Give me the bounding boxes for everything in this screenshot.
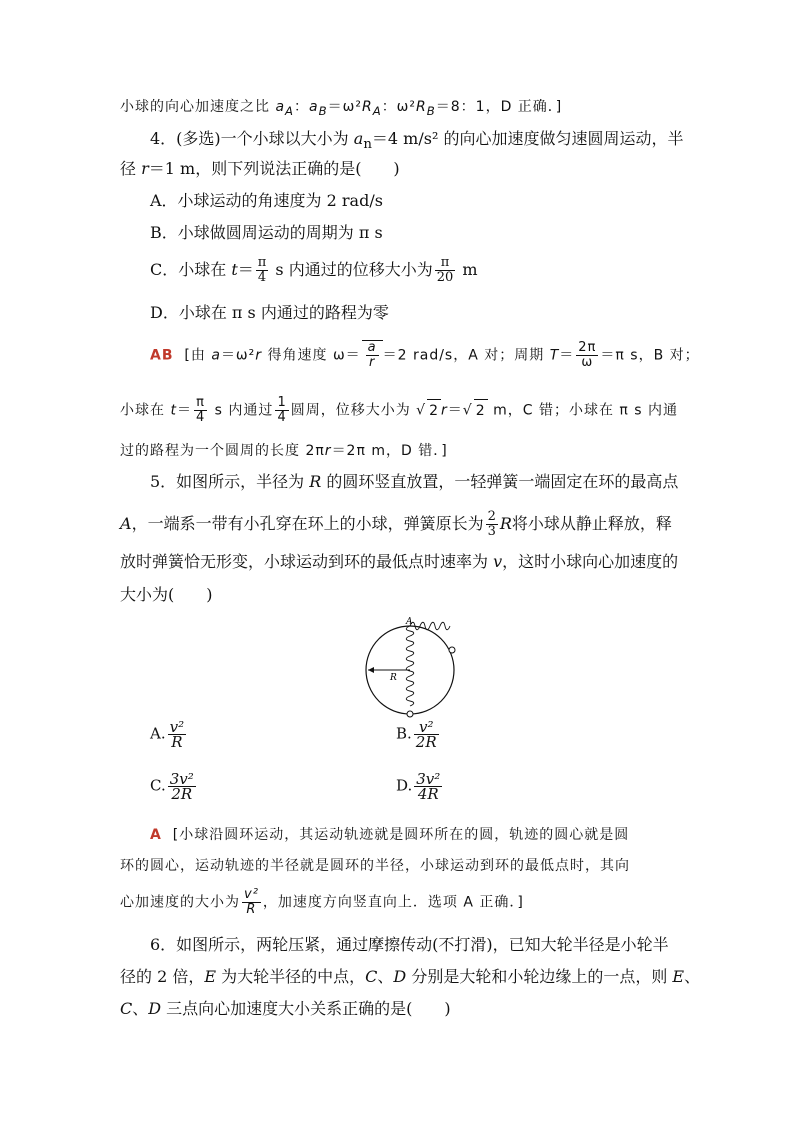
- ball-bottom: [407, 711, 413, 717]
- vertical-spring: [406, 626, 414, 706]
- radius-arrowhead: [368, 667, 374, 673]
- q5-explanation-line2: 环的圆心，运动轨迹的半径就是圆环的半径，小球运动到环的最低点时，其向: [120, 858, 630, 874]
- q4-stem-line1: 4．(多选)一个小球以大小为 $a_n=4$ m/s² 的向心加速度做匀速圆周运动，半: [150, 129, 684, 153]
- q4-explanation-line3: 过的路程为一个圆周的长度 2πr＝2π m，D 错．]: [120, 443, 448, 459]
- q5-stem-line3: 放时弹簧恰无形变，小球运动到环的最低点时速率为 v，这时小球向心加速度的: [120, 552, 679, 571]
- q6-stem-line1: 6．如图所示，两轮压紧，通过摩擦传动(不打滑)，已知大轮半径是小轮半: [150, 935, 669, 954]
- ball-on-ring: [449, 647, 455, 653]
- q5-stem-line4: 大小为( ): [120, 585, 213, 604]
- q5-option-d[interactable]: D. $\frac{\text{3v²}}{4R}$: [396, 770, 441, 803]
- q4-explanation-line2: 小球在 t＝ $\frac{\pi}{4}$ s 内通过 $\frac{1}{4}$ 圆周，位移大小为 √ 2 r＝√ 2 m，C 错；小球在 π s 内通: [120, 395, 679, 425]
- q4-stem-line2: 径 r＝1 m，则下列说法正确的是( ): [120, 159, 400, 178]
- q4-option-c[interactable]: C．小球在 t＝ $\frac{\pi}{4}$ s 内通过的位移大小为 $\frac{\pi}{20}$ m: [150, 255, 478, 285]
- q5-stem-line2: A，一端系一带有小孔穿在环上的小球，弹簧原长为 $\frac{2}{3}$ R将小球从静止释放，释: [120, 509, 672, 539]
- q5-option-c[interactable]: C. $\frac{\text{3v²}}{2R}$: [150, 770, 194, 803]
- q4-answer: AB: [150, 347, 174, 364]
- q4-option-d[interactable]: D．小球在 π s 内通过的路程为零: [150, 303, 389, 322]
- q5-explanation-line1: A [小球沿圆环运动，其运动轨迹就是圆环所在的圆，轨迹的圆心就是圆: [150, 827, 630, 843]
- q5-explanation-line3: 心加速度的大小为 $\frac{\text{v²}}{R}$ ，加速度方向竖直向上．选项 A 正确．]: [120, 887, 524, 917]
- q5-stem-line1: 5．如图所示，半径为 R 的圆环竖直放置，一轻弹簧一端固定在环的最高点: [150, 472, 679, 491]
- q6-stem-line2: 径的 2 倍，E 为大轮半径的中点，C、D 分别是大轮和小轮边缘上的一点，则 E、: [120, 967, 701, 986]
- q5-option-a[interactable]: A. $\frac{\text{v²}}{R}$: [150, 718, 185, 751]
- point-a-label: A: [406, 617, 413, 627]
- q3-explanation-tail: 小球的向心加速度之比 $a_A$：$a_B=\omega^2R_A$：$\omega^2R_B=8$：1，D 正确．]: [120, 99, 563, 118]
- q5-ring-spring-figure: [360, 610, 470, 720]
- q4-explanation-line1: AB [由 a＝ω²r 得角速度 ω＝ $\frac{a}{r}$ ＝2 rad/s，A 对；周期 T＝ $\frac{2\pi}{\omega}$ ＝π s，B 对；: [150, 340, 700, 370]
- radius-label: R: [390, 673, 397, 683]
- q4-option-b[interactable]: B．小球做圆周运动的周期为 π s: [150, 223, 383, 242]
- q4-option-a[interactable]: A．小球运动的角速度为 2 rad/s: [150, 191, 383, 210]
- q5-answer: A: [150, 827, 162, 843]
- q6-stem-line3: C、D 三点向心加速度大小关系正确的是( ): [120, 999, 451, 1018]
- q5-option-b[interactable]: B. $\frac{\text{v²}}{2R}$: [396, 718, 437, 751]
